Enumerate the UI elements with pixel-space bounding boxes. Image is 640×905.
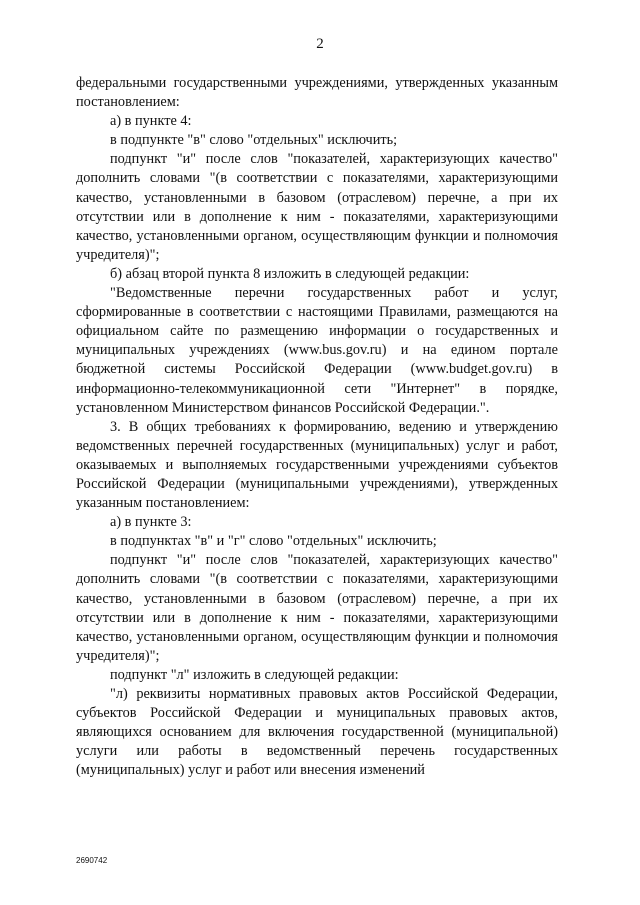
paragraph-item-a-point-4: а) в пункте 4: [110,113,192,130]
paragraph-subpoint-i-2: подпункт "и" после слов "показателей, характеризующих качество" дополнить словами "(в соответствии с показателями, характеризующими качество, установленными в базовом (отраслевом) перечне, а при их отсутствии или в дополнение к ним - показателями, характеризующими качество, установленными органом, осуществляющим функции и полномочия учредителя)"; [76,552,558,664]
paragraph-subpoint-i: подпункт "и" после слов "показателей, характеризующих качество" дополнить словами "(в соответствии с показателями, характеризующими качество, установленными в базовом (отраслевом) перечне, а при их отсутствии или в дополнение к ним - показателями, характеризующими качество, установленными органом, осуществляющим функции и полномочия учредителя)"; [76,151,558,263]
paragraph-quoted-lists: "Ведомственные перечни государственных работ и услуг, сформированные в соответствии с настоящими Правилами, размещаются на официальном сайте по размещению информации о государственных и муниципальных учреждениях (www.bus.gov.ru) и на едином портале бюджетной системы Российской Федерации (www.budget.gov.ru) в информационно-телекоммуникационной сети "Интернет" в порядке, установленном Министерством финансов Российской Федерации.". [76,285,558,416]
page-number: 2 [316,36,324,52]
paragraph-item-b-point-8: б) абзац второй пункта 8 изложить в следующей редакции: [110,265,470,282]
paragraph-item-a-point-3: а) в пункте 3: [110,514,192,531]
paragraph-subpoints-v-g: в подпунктах "в" и "г" слово "отдельных" исключить; [110,533,437,550]
paragraph-section-3: 3. В общих требованиях к формированию, ведению и утверждению ведомственных перечней государственных (муниципальных) услуг и работ, оказываемых и выполняемых государственными учреждениями субъектов Российской Федерации (муниципальными учреждениями), утвержденных указанным постановлением: [76,418,558,512]
paragraph-continuation: федеральными государственными учреждениями, утвержденных указанным постановлением: [76,75,558,111]
document-body [76,74,558,780]
paragraph-quoted-l: "л) реквизиты нормативных правовых актов Российской Федерации, субъектов Российской Федерации и муниципальных правовых актов, являющихся основанием для включения государственной (муниципальной) услуги или работы в ведомственный перечень государственных (муниципальных) услуг и работ или внесения изменений [76,686,558,779]
paragraph-subpoint-l: подпункт "л" изложить в следующей редакции: [110,666,399,683]
document-id: 2690742 [76,856,108,865]
paragraph-subpoint-v: в подпункте "в" слово "отдельных" исключить; [110,132,398,149]
